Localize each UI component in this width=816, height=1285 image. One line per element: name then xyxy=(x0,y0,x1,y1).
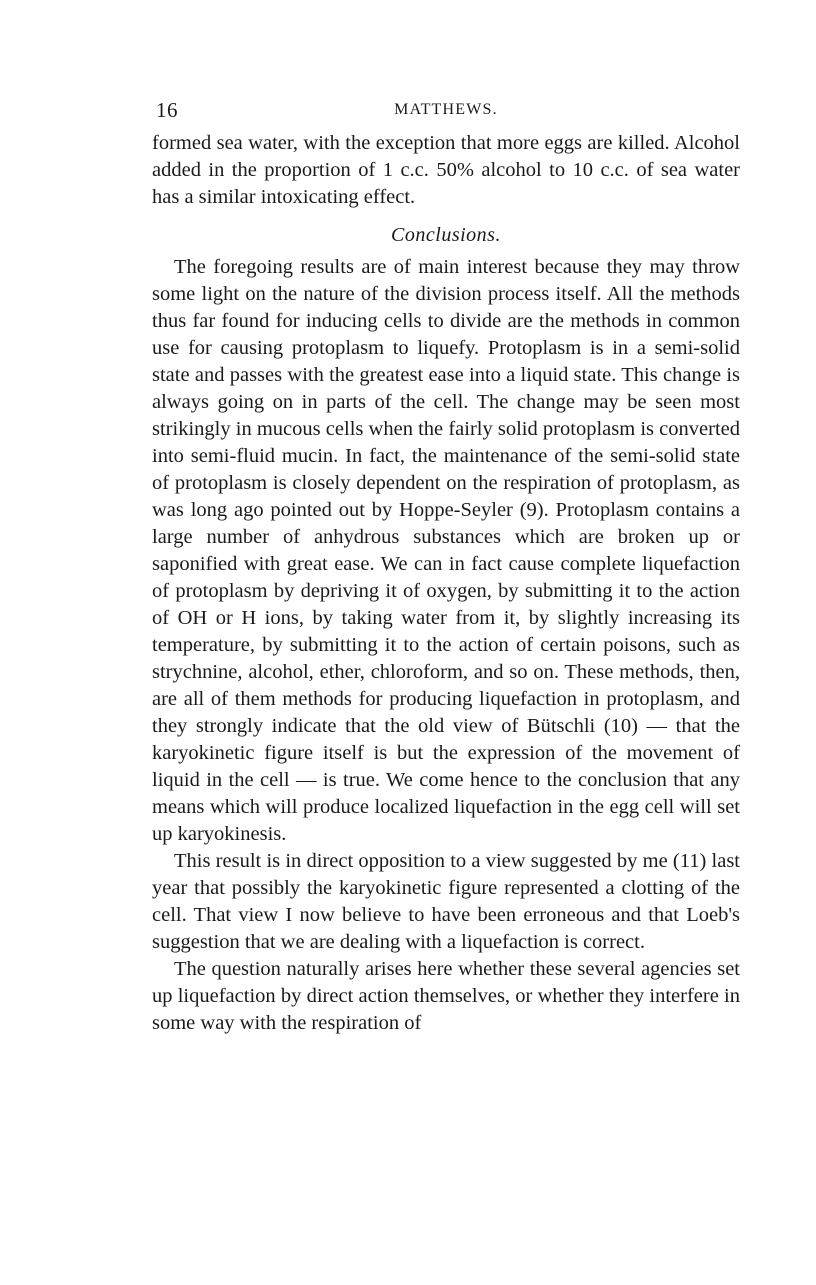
opening-paragraph: formed sea water, with the exception that more eggs are killed. Alcohol added in the proportion of 1 c.c. 50% alcohol to 10 c.c. of sea water has a similar intoxicating effect. xyxy=(152,132,740,208)
page-number: 16 xyxy=(156,98,178,122)
running-title: MATTHEWS. xyxy=(394,101,498,118)
paragraph-1: The foregoing results are of main interest because they may throw some light on the nature of the division process itself. All the methods thus far found for inducing cells to divide are the methods in common use for causing protoplasm to liquefy. Protoplasm is in a semi-solid state and passes with the greatest ease into a liquid state. This change is always going on in parts of the cell. The change may be seen most strikingly in mucous cells when the fairly solid protoplasm is converted into semi-fluid mucin. In fact, the maintenance of the semi-solid state of protoplasm is closely dependent on the respiration of protoplasm, as was long ago pointed out by Hoppe-Seyler (9). Protoplasm contains a large number of anhydrous substances which are broken up or saponified with great ease. We can in fact cause complete liquefaction of protoplasm by depriving it of oxygen, by submitting it to the action of OH or H ions, by taking water from it, by slightly increasing its temperature, by submitting it to the action of certain poisons, such as strychnine, alcohol, ether, chloroform, and so on. These methods, then, are all of them methods for producing liquefaction in protoplasm, and they strongly indicate that the old view of Bütschli (10) — that the karyokinetic figure itself is but the expression of the movement of liquid in the cell — is true. We come hence to the conclusion that any means which will produce localized liquefaction in the egg cell will set up karyokinesis. xyxy=(152,256,740,845)
paragraph-2: This result is in direct opposition to a view suggested by me (11) last year that possibly the karyokinetic figure represented a clotting of the cell. That view I now believe to have been erroneous and that Loeb's suggestion that we are dealing with a liquefaction is correct. xyxy=(152,850,740,953)
book-page xyxy=(152,98,740,1037)
paragraph-3: The question naturally arises here whether these several agencies set up liquefaction by direct action themselves, or whether they interfere in some way with the respiration of xyxy=(152,958,740,1034)
running-header xyxy=(152,98,740,130)
section-heading: Conclusions. xyxy=(391,224,501,246)
